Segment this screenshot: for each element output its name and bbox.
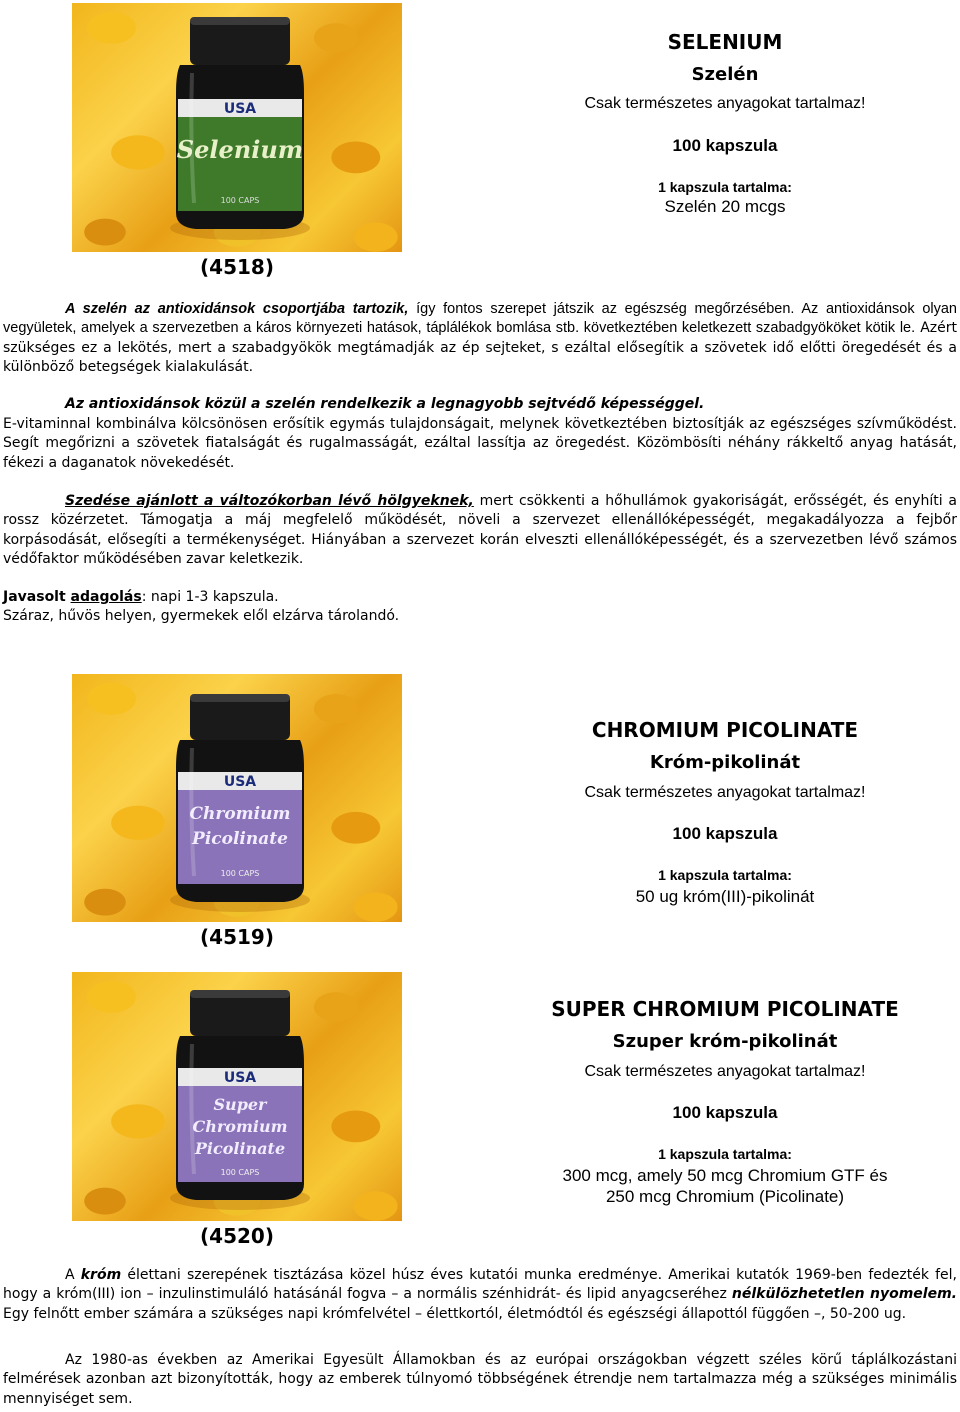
chromium-paragraph-2: Az 1980-as években az Amerikai Egyesült Államokban és az európai országokban végzett széles körű táplálkozástani felmérések azonban azt bizonyították, hogy az emberek túlnyomó többségének étrendje nem tartalmazza még a szükséges minimális mennyiséget sem. (3, 1352, 957, 1407)
product-hungarian-name: Szelén (691, 64, 759, 85)
product-name: SUPER CHROMIUM PICOLINATE (551, 997, 899, 1021)
svg-text:Chromium: Chromium (192, 1117, 288, 1136)
chromium-p1-keyword: króm (80, 1267, 122, 1283)
chromium-product-image (72, 674, 402, 922)
label-brand: USA (223, 774, 257, 790)
chromium-p1-e: Egy felnőtt ember számára a szükséges napi krómfelvétel – élettkortól, életmódtól és egészségi állapottól függően –, 50-200 ug. (3, 1305, 907, 1322)
label-caps: 100 CAPS (220, 1168, 260, 1177)
content-header: 1 kapszula tartalma: (658, 1146, 792, 1162)
label-caps: 100 CAPS (220, 196, 260, 205)
content-header: 1 kapszula tartalma: (658, 179, 792, 195)
natural-note: Csak természetes anyagokat tartalmaz! (584, 95, 866, 112)
selenium-p1-text-2: Azért szükséges ez a lekötés, mert a szabadgyökök megtámadják az ép sejteket, s ezáltal elősegítik a szövetek idő előtti öregedését és a különböző betegségek kialakulását. (3, 320, 958, 376)
content-value: 50 ug króm(III)-pikolinát (635, 887, 815, 906)
product-hungarian-name: Króm-pikolinát (649, 752, 801, 773)
natural-note: Csak természetes anyagokat tartalmaz! (584, 1063, 866, 1080)
chromium-paragraph-1 (3, 1266, 957, 1324)
content-value-line-2: 250 mcg Chromium (Picolinate) (605, 1187, 845, 1206)
chromium-bottle-illustration (72, 674, 402, 922)
selenium-paragraph-1 (3, 300, 957, 378)
product-code: (4519) (200, 925, 274, 949)
selenium-p3-text: mert csökkenti a hőhullámok gyakoriságát, erősségét, és enyhíti a rossz közérzetet. Támogatja a máj megfelelő működését, növeli a szervezet ellenállóképességét, megakadályozza a fejbőr korpásodását, elősegíti a termékenységet. Hiányában a szervezet korán elveszti ellenállóképességét, és a szervezetben lévő számos védőfaktor működésében zavar keletkezik. (3, 493, 957, 568)
storage-line: Száraz, hűvös helyen, gyermekek elől elzárva tárolandó. (3, 608, 400, 624)
selenium-paragraph-3 (3, 492, 957, 570)
product-hungarian-name: Szuper króm-pikolinát (612, 1031, 838, 1052)
super-chromium-bottle-illustration (72, 972, 402, 1221)
chromium-p1-c: élettani szerepének tisztázása közel húsz éves kutatói munka eredménye. Amerikai kutatók 1969-ben fedezték fel, hogy a króm(III) ion – inzulinstimuláló hatásánál fogva – a normális szénhidrát- és lipid anyagcseréhez (3, 1267, 957, 1303)
selenium-paragraph-2 (3, 395, 957, 414)
chromium-p1-emphasis: nélkülözhetetlen nyomelem. (731, 1286, 958, 1303)
capsule-count: 100 kapszula (672, 824, 778, 843)
svg-text:Chromium: Chromium (189, 804, 291, 824)
capsule-count: 100 kapszula (672, 1103, 778, 1122)
selenium-p1-emphasis: A szelén az antioxidánsok csoportjába tartozik, (65, 301, 409, 317)
chromium-p1-a: A (65, 1267, 81, 1283)
capsule-count: 100 kapszula (672, 136, 778, 155)
product-name: CHROMIUM PICOLINATE (591, 718, 859, 742)
label-caps: 100 CAPS (220, 869, 260, 878)
svg-text:Picolinate: Picolinate (192, 829, 288, 849)
selenium-p1-text: így fontos szerepet játszik az egészség megőrzésében. Az antioxidánsok olyan vegyületek, amelyek a szervezetben a káros környezeti hatások, táplálékok bomlása stb. következtében keletkezett szabadgyököket kötik le. (3, 301, 957, 337)
selenium-bottle-illustration (72, 3, 402, 252)
product-code: (4520) (200, 1224, 274, 1248)
content-header: 1 kapszula tartalma: (658, 867, 792, 883)
dosage-line (3, 588, 957, 607)
selenium-product-image (72, 3, 402, 252)
label-product-name: Selenium (176, 135, 304, 164)
svg-text:Picolinate: Picolinate (194, 1139, 286, 1158)
natural-note: Csak természetes anyagokat tartalmaz! (584, 784, 866, 801)
svg-text:Super: Super (213, 1095, 267, 1114)
content-value: Szelén 20 mcgs (664, 197, 786, 216)
label-brand: USA (223, 1070, 257, 1086)
label-brand: USA (223, 101, 257, 117)
super-chromium-product-image (72, 972, 402, 1221)
selenium-p3-emphasis: Szedése ajánlott a változókorban lévő hölgyeknek, (65, 493, 474, 509)
product-code: (4518) (200, 255, 274, 279)
content-value: 300 mcg, amely 50 mcg Chromium GTF és (562, 1166, 888, 1185)
dosage-label-2: adagolás (70, 589, 142, 605)
selenium-p2-emphasis: Az antioxidánsok közül a szelén rendelkezik a legnagyobb sejtvédő képességgel. (65, 396, 705, 412)
dosage-value: : napi 1-3 kapszula. (141, 589, 279, 605)
dosage-label-1: Javasolt (3, 589, 71, 605)
selenium-paragraph-2-body: E-vitaminnal kombinálva kölcsönösen erősítik egymás tulajdonságait, melynek következtében biztosítják az egészséges szívműködést. Segít megőrizni a szövetek fiatalságát és rugalmasságát, ezáltal lassítja az öregedést. Közömbösíti néhány rákkeltő anyag hatását, fékezi a daganatok növekedését. (3, 416, 957, 471)
product-name: SELENIUM (667, 30, 783, 54)
